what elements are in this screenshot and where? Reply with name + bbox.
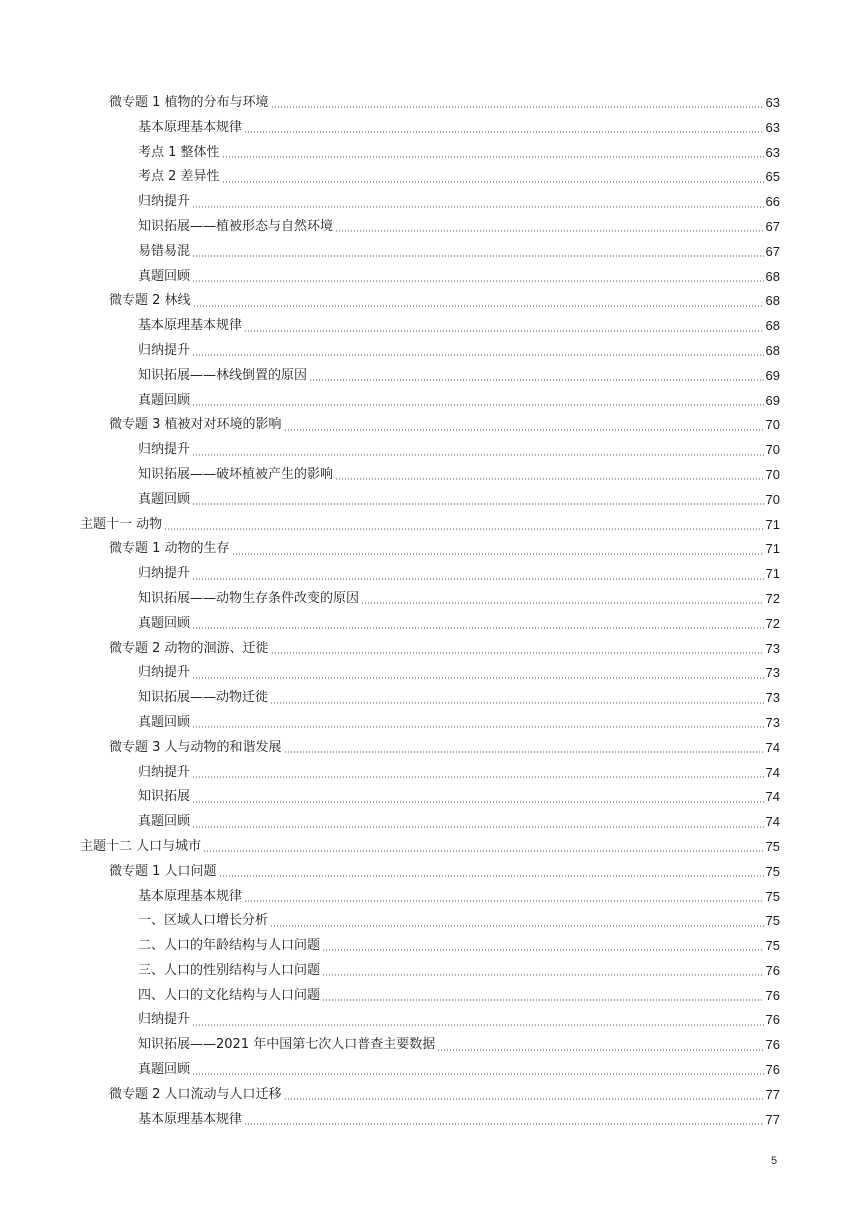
toc-entry-page-number: 76	[765, 1012, 780, 1028]
toc-entry-title: 微专题 1 动物的生存	[109, 541, 230, 557]
toc-entry-page-number: 68	[765, 293, 780, 309]
toc-entry-section[interactable]	[0, 116, 860, 141]
toc-entry-title: 归纳提升	[138, 665, 191, 681]
toc-entry-title: 知识拓展——植被形态与自然环境	[138, 218, 334, 234]
toc-entry-page-number: 73	[765, 690, 780, 706]
toc-dot-leader	[244, 900, 764, 902]
toc-dot-leader	[284, 429, 764, 431]
toc-entry-page-number: 71	[765, 566, 780, 582]
toc-entry-page-number: 72	[765, 615, 780, 631]
toc-entry-title: 归纳提升	[138, 194, 191, 210]
toc-entry-title: 知识拓展——动物生存条件改变的原因	[138, 590, 360, 606]
toc-entry-title: 考点 1 整体性	[138, 144, 220, 160]
toc-entry-page-number: 69	[765, 367, 780, 383]
toc-entry-section[interactable]	[0, 438, 860, 463]
toc-entry-section[interactable]	[0, 562, 860, 587]
toc-entry-title: 三、人口的性别结构与人口问题	[138, 962, 321, 978]
toc-dot-leader	[244, 131, 764, 133]
toc-entry-subtopic[interactable]	[0, 637, 860, 662]
toc-entry-page-number: 66	[765, 194, 780, 210]
toc-entry-title: 考点 2 差异性	[138, 169, 220, 185]
toc-entry-page-number: 74	[765, 814, 780, 830]
toc-entry-page-number: 76	[765, 987, 780, 1003]
toc-entry-page-number: 65	[765, 169, 780, 185]
toc-entry-title: 一、区域人口增长分析	[138, 913, 269, 929]
toc-entry-title: 微专题 1 人口问题	[109, 863, 217, 879]
toc-entry-section[interactable]	[0, 215, 860, 240]
toc-entry-title: 知识拓展	[138, 789, 191, 805]
table-of-contents	[0, 91, 860, 1132]
toc-entry-title: 真题回顾	[138, 714, 191, 730]
toc-entry-title: 微专题 2 林线	[109, 293, 191, 309]
toc-entry-page-number: 75	[765, 863, 780, 879]
toc-entry-page-number: 75	[765, 888, 780, 904]
toc-entry-page-number: 77	[765, 1086, 780, 1102]
toc-entry-page-number: 75	[765, 938, 780, 954]
toc-entry-page-number: 71	[765, 541, 780, 557]
toc-entry-title: 归纳提升	[138, 1012, 191, 1028]
toc-entry-subtopic[interactable]	[0, 1083, 860, 1108]
toc-entry-page-number: 68	[765, 342, 780, 358]
toc-entry-title: 基本原理基本规律	[138, 119, 243, 135]
toc-entry-title: 真题回顾	[138, 615, 191, 631]
toc-entry-title: 基本原理基本规律	[138, 888, 243, 904]
toc-entry-title: 归纳提升	[138, 566, 191, 582]
toc-dot-leader	[322, 974, 764, 976]
toc-dot-leader	[192, 1073, 764, 1075]
toc-dot-leader	[203, 850, 763, 852]
toc-entry-section[interactable]	[0, 339, 860, 364]
toc-dot-leader	[244, 330, 764, 332]
toc-entry-section[interactable]	[0, 1058, 860, 1083]
toc-entry-title: 真题回顾	[138, 814, 191, 830]
toc-entry-subtopic[interactable]	[0, 91, 860, 116]
toc-entry-section[interactable]	[0, 761, 860, 786]
toc-entry-section[interactable]	[0, 984, 860, 1009]
toc-entry-title: 微专题 2 动物的洄游、迁徙	[109, 640, 269, 656]
toc-dot-leader	[192, 206, 764, 208]
toc-dot-leader	[192, 726, 764, 728]
toc-entry-section[interactable]	[0, 885, 860, 910]
toc-dot-leader	[192, 503, 764, 505]
toc-entry-page-number: 73	[765, 714, 780, 730]
toc-dot-leader	[192, 627, 764, 629]
toc-entry-title: 微专题 2 人口流动与人口迁移	[109, 1086, 282, 1102]
toc-entry-title: 主题十二 人口与城市	[80, 838, 202, 854]
toc-entry-section[interactable]	[0, 909, 860, 934]
toc-entry-page-number: 70	[765, 466, 780, 482]
toc-entry-title: 知识拓展——动物迁徙	[138, 690, 269, 706]
toc-dot-leader	[270, 702, 764, 704]
toc-entry-title: 知识拓展——林线倒置的原因	[138, 367, 308, 383]
toc-dot-leader	[244, 1123, 764, 1125]
toc-entry-topic[interactable]	[0, 513, 860, 538]
toc-entry-section[interactable]	[0, 165, 860, 190]
toc-dot-leader	[192, 801, 764, 803]
toc-dot-leader	[309, 379, 764, 381]
toc-entry-section[interactable]	[0, 934, 860, 959]
toc-entry-topic[interactable]	[0, 835, 860, 860]
toc-entry-title: 知识拓展——2021 年中国第七次人口普查主要数据	[138, 1037, 436, 1053]
toc-entry-page-number: 75	[765, 913, 780, 929]
toc-entry-section[interactable]	[0, 488, 860, 513]
toc-entry-section[interactable]	[0, 141, 860, 166]
toc-entry-page-number: 74	[765, 764, 780, 780]
toc-dot-leader	[284, 1098, 764, 1100]
toc-entry-title: 真题回顾	[138, 1062, 191, 1078]
toc-entry-title: 真题回顾	[138, 268, 191, 284]
toc-entry-page-number: 70	[765, 491, 780, 507]
toc-entry-page-number: 63	[765, 119, 780, 135]
toc-dot-leader	[222, 156, 764, 158]
toc-entry-title: 微专题 3 人与动物的和谐发展	[109, 739, 282, 755]
toc-dot-leader	[192, 280, 764, 282]
toc-dot-leader	[192, 677, 764, 679]
toc-entry-section[interactable]	[0, 463, 860, 488]
toc-entry-page-number: 68	[765, 268, 780, 284]
toc-entry-page-number: 67	[765, 218, 780, 234]
toc-entry-section[interactable]	[0, 810, 860, 835]
toc-entry-page-number: 74	[765, 739, 780, 755]
toc-entry-title: 微专题 3 植被对对环境的影响	[109, 417, 282, 433]
toc-dot-leader	[361, 602, 764, 604]
toc-entry-page-number: 72	[765, 590, 780, 606]
toc-dot-leader	[437, 1049, 763, 1051]
toc-entry-title: 微专题 1 植物的分布与环境	[109, 95, 269, 110]
toc-entry-page-number: 76	[765, 962, 780, 978]
toc-entry-section[interactable]	[0, 1008, 860, 1033]
toc-entry-page-number: 70	[765, 417, 780, 433]
toc-dot-leader	[271, 652, 764, 654]
toc-entry-title: 四、人口的文化结构与人口问题	[138, 987, 321, 1003]
toc-dot-leader	[232, 553, 764, 555]
toc-entry-title: 基本原理基本规律	[138, 318, 243, 334]
toc-entry-section[interactable]	[0, 240, 860, 265]
toc-entry-section[interactable]	[0, 959, 860, 984]
toc-dot-leader	[335, 478, 764, 480]
toc-dot-leader	[271, 106, 764, 108]
toc-entry-page-number: 63	[765, 95, 780, 110]
toc-entry-page-number: 73	[765, 665, 780, 681]
toc-dot-leader	[335, 230, 764, 232]
toc-entry-title: 主题十一 动物	[80, 516, 163, 532]
toc-entry-section[interactable]	[0, 190, 860, 215]
toc-dot-leader	[219, 875, 764, 877]
toc-entry-page-number: 76	[765, 1062, 780, 1078]
toc-dot-leader	[192, 826, 764, 828]
toc-entry-section[interactable]	[0, 785, 860, 810]
toc-entry-section[interactable]	[0, 364, 860, 389]
toc-dot-leader	[192, 255, 764, 257]
toc-entry-section[interactable]	[0, 1108, 860, 1133]
toc-dot-leader	[222, 181, 764, 183]
toc-entry-title: 基本原理基本规律	[138, 1111, 243, 1127]
toc-entry-subtopic[interactable]	[0, 289, 860, 314]
toc-entry-page-number: 71	[765, 516, 780, 532]
toc-entry-section[interactable]	[0, 661, 860, 686]
toc-entry-section[interactable]	[0, 711, 860, 736]
toc-dot-leader	[193, 305, 764, 307]
toc-entry-section[interactable]	[0, 265, 860, 290]
toc-dot-leader	[322, 949, 764, 951]
page-number: 5	[771, 1155, 778, 1167]
toc-entry-section[interactable]	[0, 1033, 860, 1058]
toc-entry-title: 真题回顾	[138, 392, 191, 408]
toc-dot-leader	[192, 776, 764, 778]
toc-entry-subtopic[interactable]	[0, 860, 860, 885]
toc-entry-section[interactable]	[0, 587, 860, 612]
toc-entry-title: 知识拓展——破坏植被产生的影响	[138, 466, 334, 482]
toc-entry-subtopic[interactable]	[0, 537, 860, 562]
toc-entry-page-number: 70	[765, 442, 780, 458]
toc-entry-page-number: 76	[765, 1037, 780, 1053]
toc-entry-section[interactable]	[0, 389, 860, 414]
toc-entry-title: 归纳提升	[138, 342, 191, 358]
toc-entry-page-number: 67	[765, 243, 780, 259]
toc-entry-page-number: 63	[765, 144, 780, 160]
toc-entry-title: 真题回顾	[138, 491, 191, 507]
toc-entry-page-number: 77	[765, 1111, 780, 1127]
toc-dot-leader	[164, 528, 763, 530]
toc-entry-title: 归纳提升	[138, 442, 191, 458]
toc-entry-page-number: 73	[765, 640, 780, 656]
toc-entry-page-number: 75	[765, 838, 780, 854]
toc-entry-page-number: 68	[765, 318, 780, 334]
toc-entry-section[interactable]	[0, 612, 860, 637]
toc-entry-title: 易错易混	[138, 243, 191, 259]
toc-dot-leader	[192, 454, 764, 456]
toc-entry-page-number: 69	[765, 392, 780, 408]
toc-entry-page-number: 74	[765, 789, 780, 805]
toc-dot-leader	[270, 925, 764, 927]
toc-entry-section[interactable]	[0, 314, 860, 339]
toc-entry-title: 二、人口的年龄结构与人口问题	[138, 938, 321, 954]
toc-dot-leader	[192, 578, 764, 580]
toc-entry-title: 归纳提升	[138, 764, 191, 780]
toc-dot-leader	[322, 999, 764, 1001]
toc-entry-subtopic[interactable]	[0, 736, 860, 761]
toc-dot-leader	[284, 751, 764, 753]
toc-dot-leader	[192, 354, 764, 356]
toc-entry-subtopic[interactable]	[0, 413, 860, 438]
toc-dot-leader	[192, 404, 764, 406]
toc-entry-section[interactable]	[0, 686, 860, 711]
toc-dot-leader	[192, 1024, 764, 1026]
